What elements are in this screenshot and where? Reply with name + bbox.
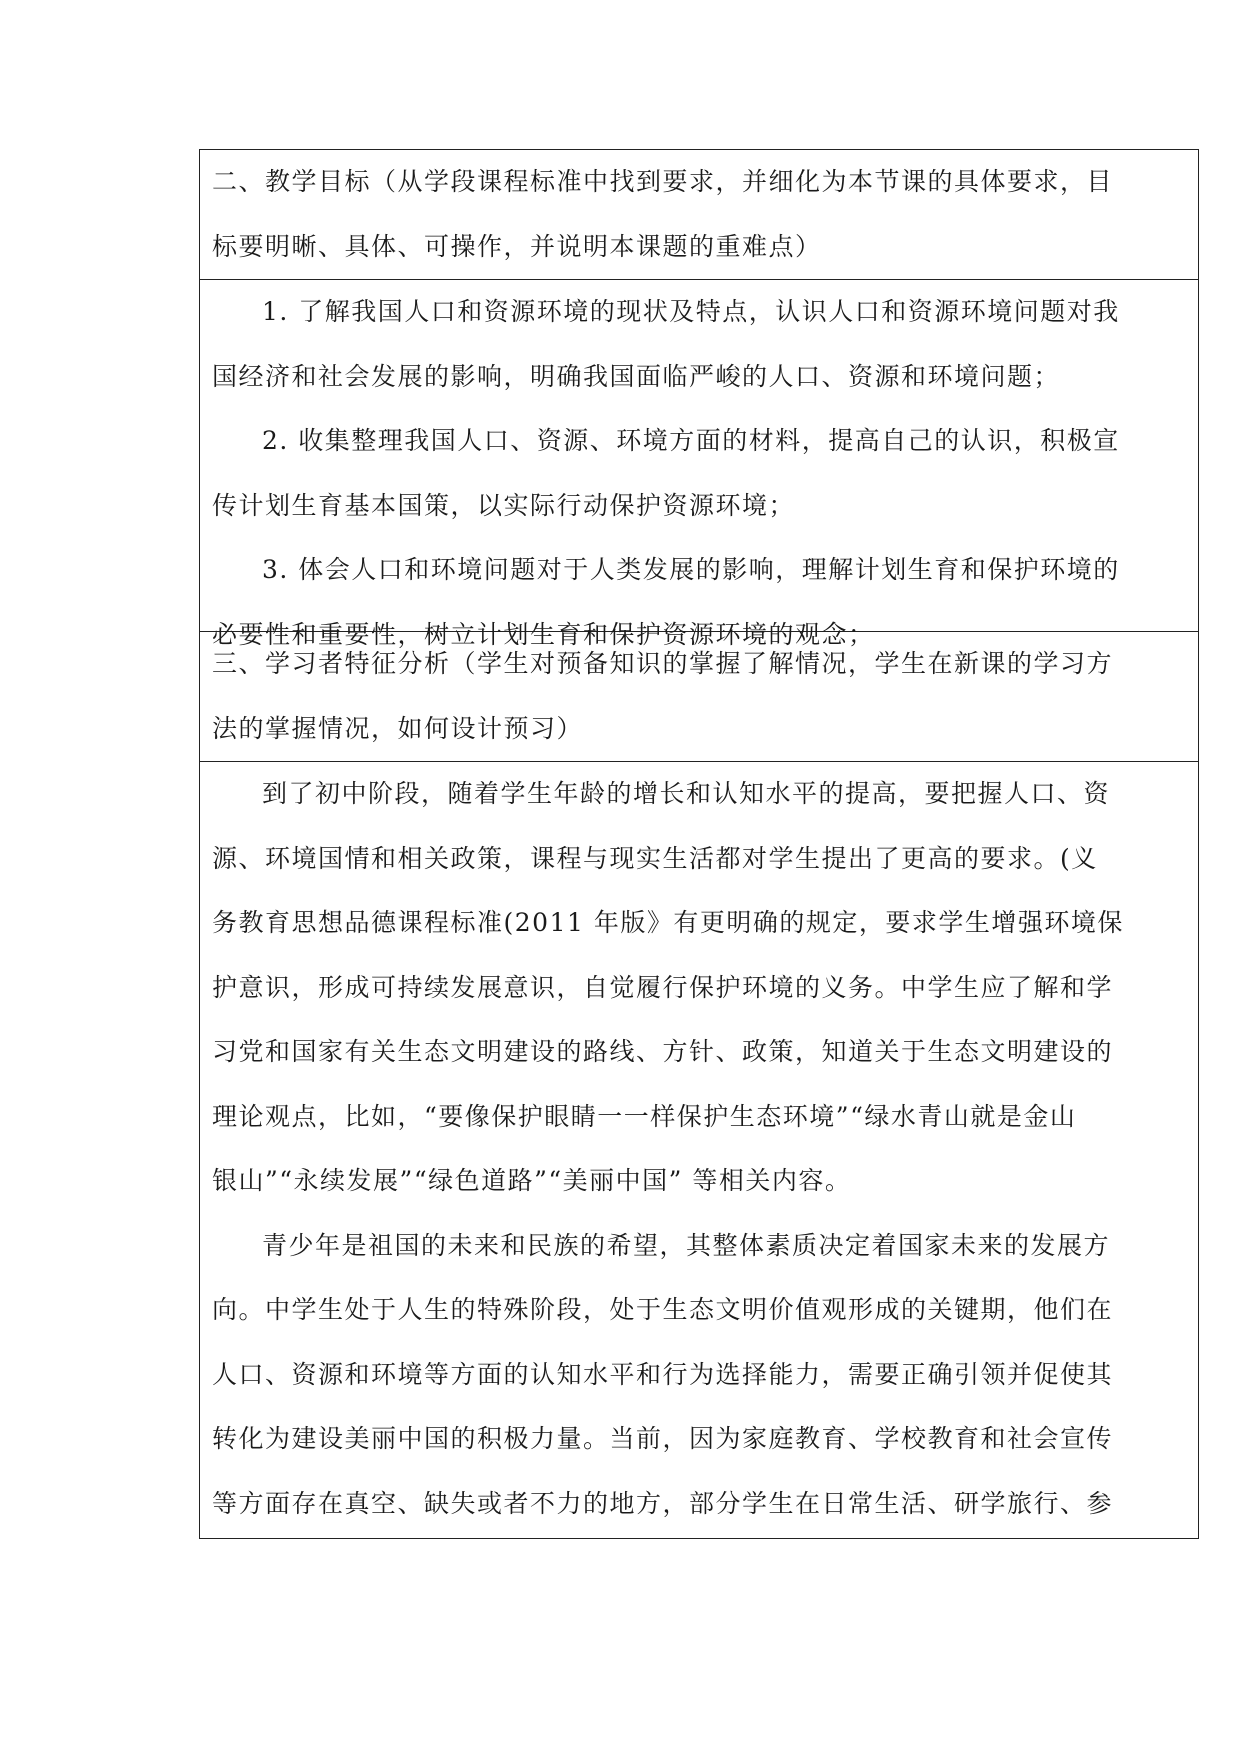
objective-3-line-2: 必要性和重要性，树立计划生育和保护资源环境的观念； <box>212 619 875 649</box>
objective-1-line-1: 1. 了解我国人口和资源环境的现状及特点，认识人口和资源环境问题对我 <box>262 297 1120 326</box>
learner-para2-line-2: 向。中学生处于人生的特殊阶段，处于生态文明价值观形成的关键期，他们在 <box>212 1295 1114 1324</box>
objective-2-line-1: 2. 收集整理我国人口、资源、环境方面的材料，提高自己的认识，积极宣 <box>262 426 1120 455</box>
learner-para1-line-7: 银山”“永续发展”“绿色道路”“美丽中国” 等相关内容。 <box>212 1166 852 1195</box>
objective-2-line-2: 传计划生育基本国策，以实际行动保护资源环境； <box>212 490 796 520</box>
learner-para1-line-6: 理论观点，比如，“要像保护眼睛一一样保护生态环境”“绿水青山就是金山 <box>212 1101 1077 1131</box>
section3-header-line-2: 法的掌握情况，如何设计预习） <box>212 713 584 743</box>
section2-header-line-1: 二、教学目标（从学段课程标准中找到要求，并细化为本节课的具体要求，目 <box>212 167 1114 196</box>
section2-body-cell <box>200 279 1198 649</box>
section2-header-line-2: 标要明晰、具体、可操作，并说明本课题的重难点） <box>212 231 822 261</box>
section3-body-cell <box>200 761 1198 1538</box>
learner-para1-line-3: 务教育思想品德课程标准(2011 年版》有更明确的规定，要求学生增强环境保 <box>212 908 1124 937</box>
learner-para2-line-5: 等方面存在真空、缺失或者不力的地方，部分学生在日常生活、研学旅行、参 <box>212 1488 1114 1518</box>
learner-para1-line-2: 源、环境国情和相关政策，课程与现实生活都对学生提出了更高的要求。(义 <box>212 843 1098 873</box>
learner-para1-line-1: 到了初中阶段，随着学生年龄的增长和认知水平的提高，要把握人口、资 <box>262 779 1111 808</box>
section2-header-cell <box>200 150 1198 279</box>
objective-1-line-2: 国经济和社会发展的影响，明确我国面临严峻的人口、资源和环境问题； <box>212 361 1061 391</box>
learner-para1-line-4: 护意识，形成可持续发展意识，自觉履行保护环境的义务。中学生应了解和学 <box>212 972 1114 1002</box>
section3-header-line-1: 三、学习者特征分析（学生对预备知识的掌握了解情况，学生在新课的学习方 <box>212 649 1114 678</box>
learner-para2-line-1: 青少年是祖国的未来和民族的希望，其整体素质决定着国家未来的发展方 <box>262 1230 1111 1260</box>
learner-para2-line-4: 转化为建设美丽中国的积极力量。当前，因为家庭教育、学校教育和社会宣传 <box>212 1424 1114 1453</box>
learner-para2-line-3: 人口、资源和环境等方面的认知水平和行为选择能力，需要正确引领并促使其 <box>212 1359 1114 1389</box>
learner-para1-line-5: 习党和国家有关生态文明建设的路线、方针、政策，知道关于生态文明建设的 <box>212 1037 1114 1066</box>
lesson-plan-table <box>199 149 1199 1539</box>
section3-header-cell <box>200 631 1198 761</box>
objective-3-line-1: 3. 体会人口和环境问题对于人类发展的影响，理解计划生育和保护环境的 <box>262 555 1120 584</box>
